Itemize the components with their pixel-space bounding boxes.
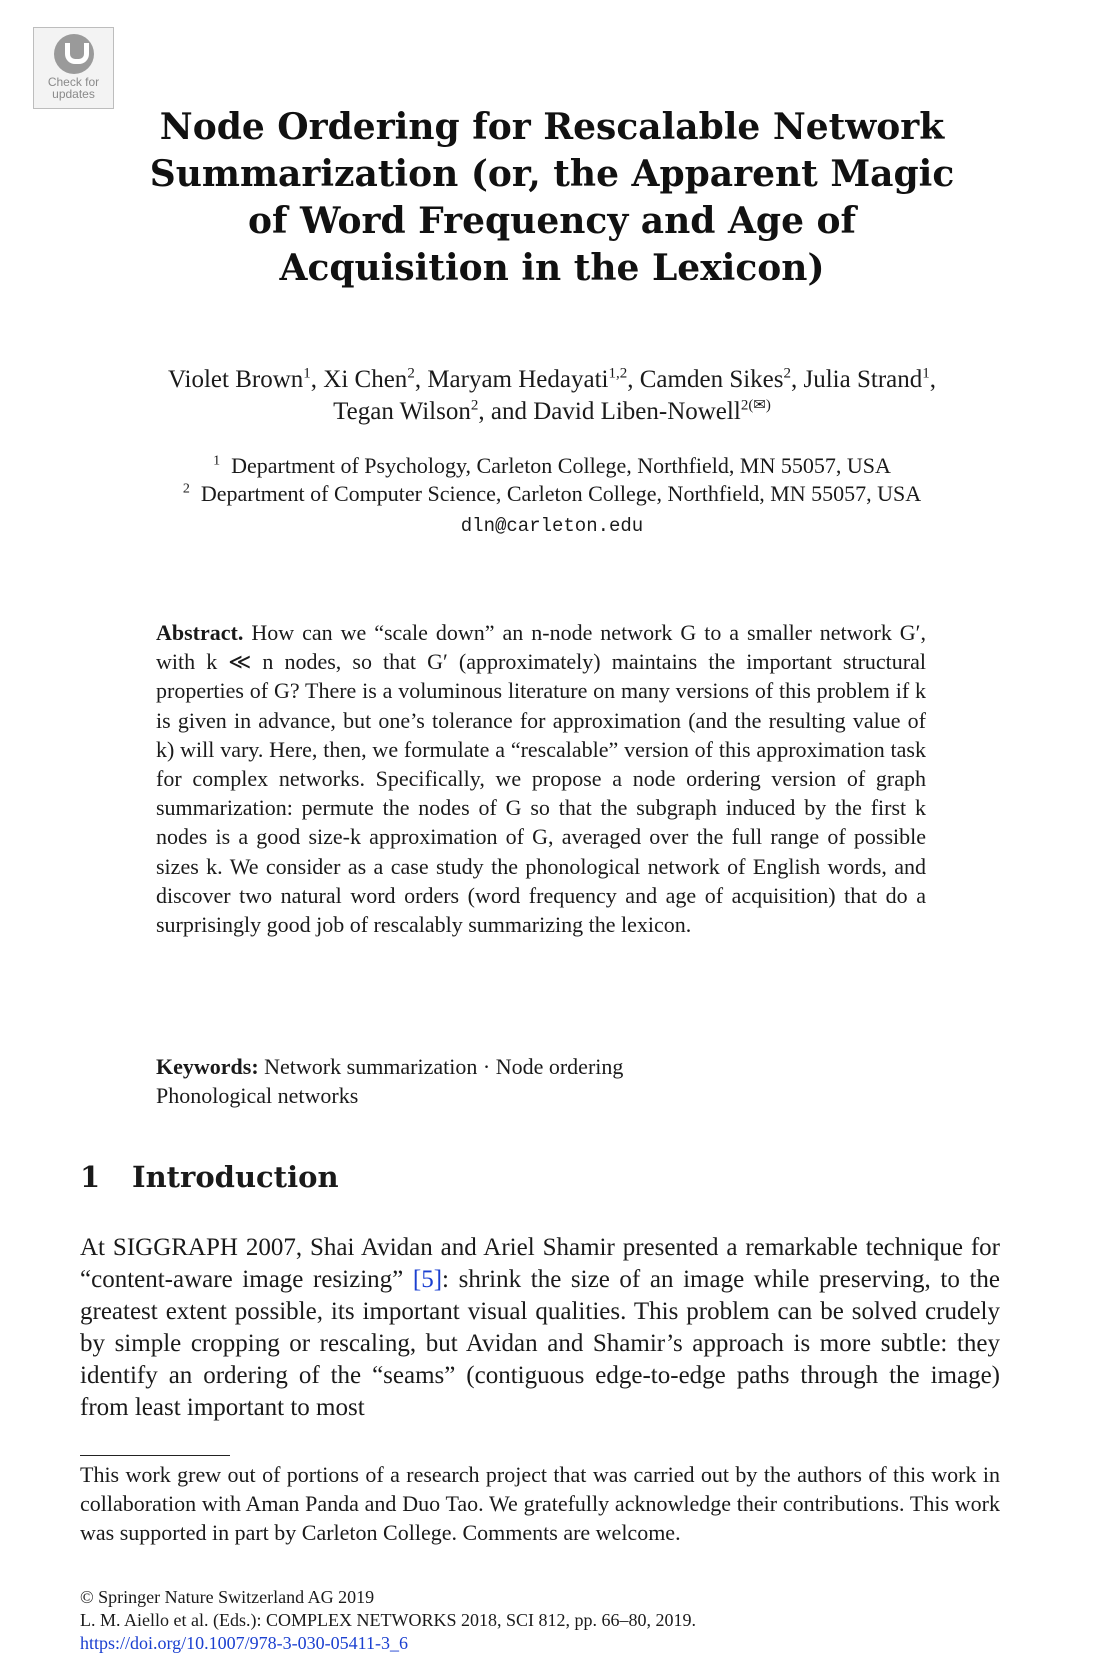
abstract-label: Abstract.	[156, 620, 244, 645]
affiliation-1	[60, 452, 1044, 480]
title-line: of Word Frequency and Age of	[247, 200, 857, 242]
intro-text-after-ref: : shrink the size of an image while preserving, to the greatest extent possible, its important visual qualities. This problem can be solved crudely by simple cropping or rescaling, but Avidan and Shamir’s approach is more subtle: they identify an ordering of the “seams” (contiguous edge-to-edge paths through the image) from least important to most	[80, 1266, 1000, 1421]
affiliation-text: Department of Computer Science, Carleton College, Northfield, MN 55057, USA	[200, 481, 922, 506]
paper-title	[100, 104, 1004, 292]
citation-line: L. M. Aiello et al. (Eds.): COMPLEX NETWORKS 2018, SCI 812, pp. 66–80, 2019.	[80, 1610, 696, 1630]
affiliation-2	[60, 480, 1044, 508]
footnote: This work grew out of portions of a research project that was carried out by the authors of this work in collaboration with Aman Panda and Duo Tao. We gratefully acknowledge their contributions. This work was supported in part by Carleton College. Comments are welcome.	[80, 1462, 1000, 1545]
check-for-updates-badge[interactable]	[33, 27, 114, 109]
author-name: Xi Chen	[323, 366, 408, 393]
citation-link[interactable]: [5]	[412, 1266, 443, 1293]
affiliation-number: 1	[213, 453, 221, 469]
title-line: Summarization (or, the Apparent Magic	[149, 153, 955, 195]
author-affil-sup: 1	[922, 365, 930, 382]
check-for-updates-icon	[54, 34, 94, 74]
author-affil-sup: 1	[303, 365, 311, 382]
author-affil-sup: 2	[407, 365, 415, 382]
copyright-block	[80, 1586, 1000, 1655]
keywords-label: Keywords:	[156, 1054, 259, 1079]
author-list: Violet Brown$^1$, Xi Chen$^2$, Maryam Hedayati$^{1,2}$, Camden Sikes$^2$, Julia Strand$^1$, Tegan Wilson$^2$, and David Liben-Nowell$^{2(✉)}$	[167, 365, 936, 425]
abstract	[156, 618, 926, 939]
copyright-line: © Springer Nature Switzerland AG 2019	[80, 1587, 375, 1607]
section-heading	[80, 1160, 339, 1194]
abstract-text: How can we “scale down” an n-node network G to a smaller network G′, with k ≪ n nodes, so that G′ (approximately) maintains the important structural properties of G? There is a voluminous literature on many versions of this problem if k is given in advance, but one’s tolerance for approximation (and the resulting value of k) will vary. Here, then, we formulate a “rescalable” version of this approximation task for complex networks. Specifically, we propose a node ordering version of graph summarization: permute the nodes of G so that the subgraph induced by the first k nodes is a good size-k approximation of G, averaged over the full range of possible sizes k. We consider as a case study the phonological network of English words, and discover two natural word orders (word frequency and age of acquisition) that do a surprisingly good job of rescalably summarizing the lexicon.	[156, 620, 926, 938]
author-affil-sup: 2	[783, 365, 791, 382]
author-name: Tegan Wilson	[333, 398, 471, 425]
author-name: Camden Sikes	[639, 366, 784, 393]
author-name: Maryam Hedayati	[427, 366, 609, 393]
footnote-rule	[80, 1455, 230, 1456]
author-name: David Liben-Nowell	[533, 398, 741, 425]
keywords	[156, 1052, 926, 1110]
title-line: Node Ordering for Rescalable Network	[159, 106, 945, 148]
keywords-line-1: Network summarization · Node ordering	[264, 1054, 624, 1079]
doi-link[interactable]: https://doi.org/10.1007/978-3-030-05411-3_6	[80, 1633, 408, 1653]
keywords-line-2: Phonological networks	[156, 1083, 359, 1108]
author-affil-sup: 2	[470, 397, 479, 414]
affiliation-number: 2	[182, 481, 190, 497]
section-title: Introduction	[132, 1160, 339, 1194]
badge-label: Check for updates	[47, 75, 100, 101]
intro-text-before-ref: At SIGGRAPH 2007, Shai Avidan and Ariel Shamir presented a remarkable technique for “content-aware image resizing”	[80, 1234, 1000, 1293]
author-affil-sup: 1,2	[608, 365, 628, 382]
corresponding-author-sup: 2(✉)	[740, 397, 771, 414]
affiliation-text: Department of Psychology, Carleton College, Northfield, MN 55057, USA	[231, 453, 891, 478]
author-name: Violet Brown	[167, 366, 304, 393]
author-name: Julia Strand	[803, 366, 923, 393]
contact-email[interactable]: dln@carleton.edu	[460, 515, 644, 537]
section-number: 1	[80, 1160, 101, 1194]
intro-paragraph	[80, 1232, 1000, 1424]
title-line: Acquisition in the Lexicon)	[279, 247, 825, 289]
